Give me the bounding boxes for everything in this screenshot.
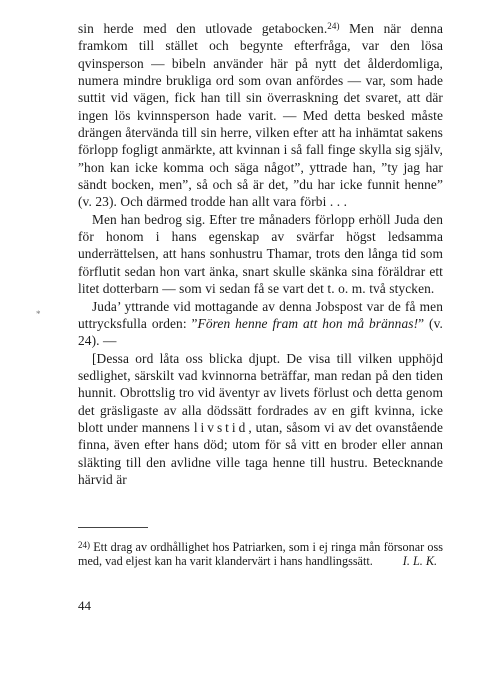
footnote-divider — [78, 527, 148, 528]
paragraph-1-text: sin herde med den utlovade getabocken. — [78, 21, 328, 36]
paragraph-3-post: ” (v. 24). — — [78, 315, 443, 349]
footnote — [78, 540, 443, 569]
paragraph-1-rest: Men när denna framkom till stället och begynte efterfråga, var den lösa qvinsperson — bibeln använder här på nytt det ålderdomliga, numera mindre brukliga ord som ovan anfördes — var, som hade suttit vid vägen, fick han till sin överraskning det svaret, att där ingen lös kvinnsperson hade varit. — Med detta besked måste drängen återvända till sin herre, vilken efter att ha inhämtat sakens förlopp fogligt anmärkte, att kvinnan i så fall finge skylla sig själv, ”hon kan icke komma och säga något”, yttrade han, ”ty jag har sändt bocken, men”, så och så är det, ”du har icke funnit henne” (v. 23). Och därmed trodde han allt vara förbi . . . — [78, 21, 444, 210]
paragraph-2: Men han bedrog sig. Efter tre månaders förlopp erhöll Juda den för honom i hans egenskap av svärfar högst ledsamma underrättelsen, att hans sonhustru Thamar, trots den långa tid som förflutit sedan hon vart änka, snart skulle skänka sina föräldrar ett litet dotterbarn — som vi sedan få se vart det t. o. m. två stycken. — [78, 211, 443, 297]
footnote-number: 24) — [78, 540, 90, 550]
footnote-signature: I. L. K. — [402, 554, 437, 569]
paragraph-3 — [78, 298, 443, 350]
page-body — [78, 20, 443, 488]
paragraph-4 — [78, 350, 443, 489]
page-number: 44 — [78, 598, 91, 613]
footnote-ref: 24) — [327, 21, 340, 31]
footnote-text: Ett drag av ordhållighet hos Patriarken, som i ej ringa mån försonar oss med, vad eljest kan ha varit klandervärt i hans handlingssätt. — [78, 540, 443, 569]
spaced-word: livstid — [193, 419, 249, 435]
paragraph-1 — [78, 20, 443, 211]
paragraph-3-pre: Juda’ yttrande vid mottagande av denna Jobspost var de få men uttrycksfulla orden: ” — [78, 298, 443, 331]
margin-mark: * — [36, 309, 41, 319]
paragraph-4-pre: [Dessa ord låta oss blicka djupt. De visa till vilken upphöjd sedlighet, särskilt vad kvinnorna beträffar, man redan på den tiden hunnit. Obrottslig tro vid äventyr av livets förlust och detta genom det gräsligaste av alla dödssätt fordrades av en gift kvinna, icke blott under mannens — [78, 350, 443, 435]
paragraph-4-post: , utan, såsom vi av det ovanstående finna, även efter hans död; utom för så vitt en broder eller annan släkting till den avlidne ville taga henne till hustru. Betecknande härvid är — [78, 419, 443, 487]
body-text — [78, 20, 443, 488]
quoted-command: Fören henne fram att hon må brännas! — [197, 315, 419, 331]
